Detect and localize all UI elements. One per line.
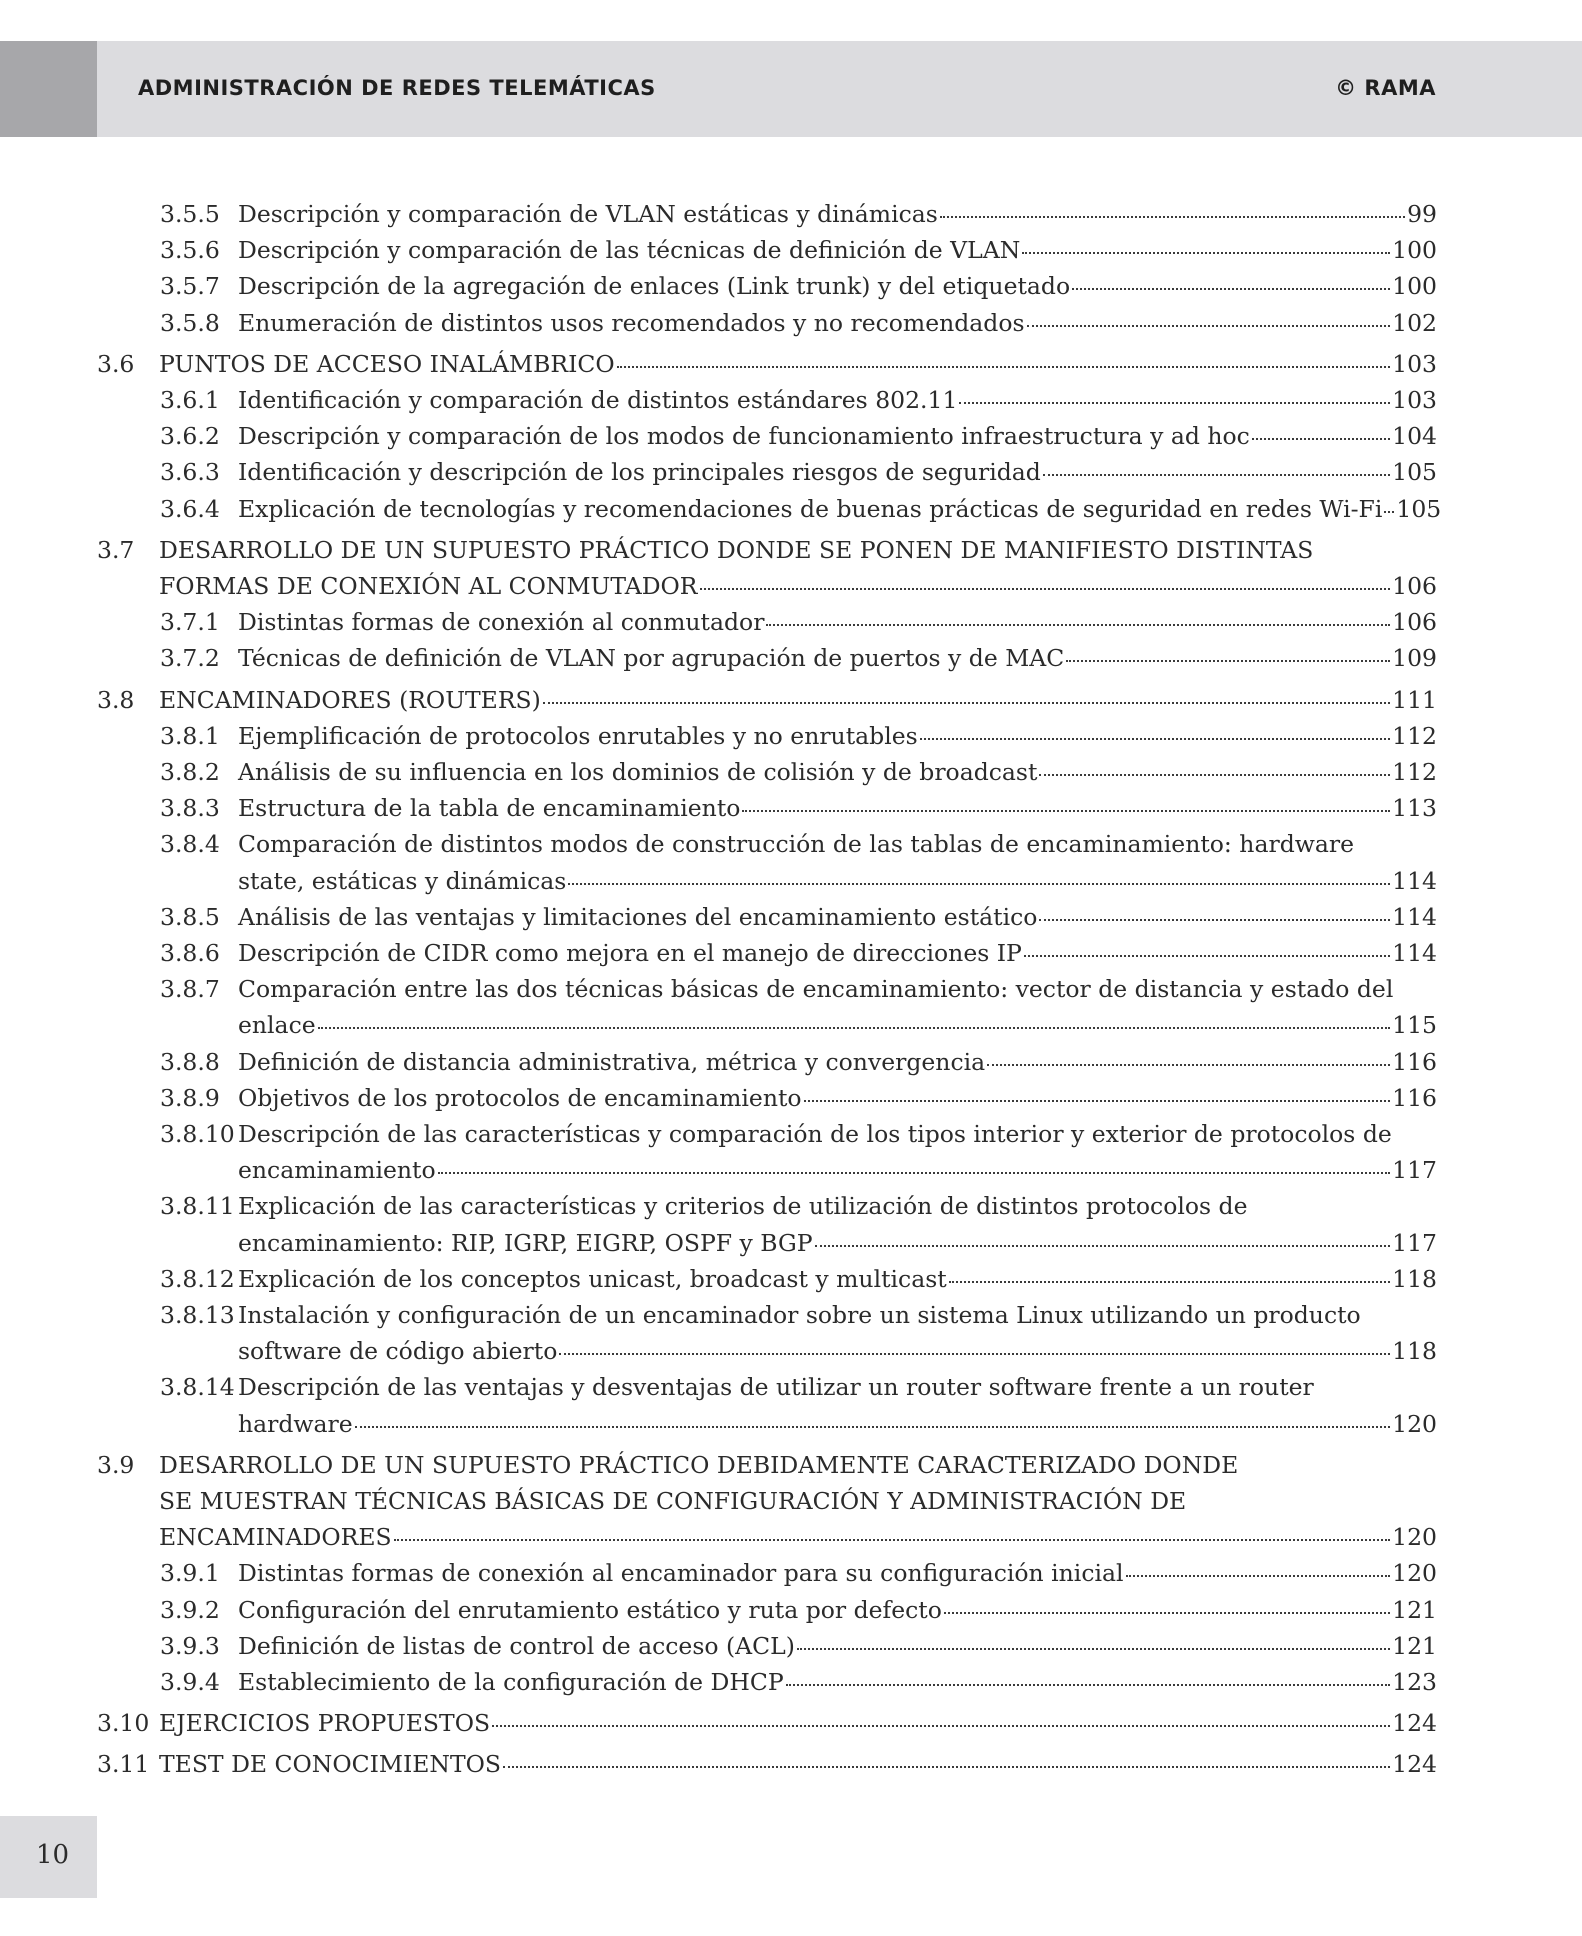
toc-entry <box>160 492 1442 526</box>
toc-entry-leader <box>815 1225 1391 1247</box>
toc-entry <box>160 791 1437 825</box>
toc-entry-page: 100 <box>1392 236 1437 265</box>
toc-entry <box>160 719 1437 753</box>
toc-entry-title: Análisis de las ventajas y limitaciones del encaminamiento estático <box>238 902 1038 931</box>
toc-entry-leader <box>1022 232 1390 254</box>
toc-entry-number: 3.7.1 <box>160 608 220 637</box>
toc-entry-title: Descripción de la agregación de enlaces (Link trunk) y del etiquetado <box>238 272 1071 301</box>
toc-entry-title: Descripción de las ventajas y desventajas de utilizar un router software frente a un router <box>238 1373 1314 1402</box>
toc-entry-title: Estructura de la tabla de encaminamiento <box>238 794 741 823</box>
toc-entry <box>160 936 1437 970</box>
page-number: 10 <box>36 1840 70 1870</box>
toc-entry-page: 124 <box>1392 1709 1437 1738</box>
toc-entry-page: 117 <box>1392 1156 1437 1185</box>
toc-entry-title-continued: encaminamiento <box>238 1156 436 1185</box>
toc-entry-title: Enumeración de distintos usos recomendados y no recomendados <box>238 308 1025 337</box>
toc-entry-number: 3.7.2 <box>160 644 220 673</box>
toc-entry-page: 121 <box>1392 1631 1437 1660</box>
toc-entry <box>160 233 1437 267</box>
toc-entry-continuation <box>238 1407 1437 1441</box>
toc-entry <box>97 347 1437 381</box>
toc-entry-page: 112 <box>1392 758 1437 786</box>
toc-entry-leader <box>492 1705 1390 1727</box>
toc-entry-number: 3.11 <box>97 1750 150 1779</box>
toc-entry-number: 3.8.4 <box>160 830 220 859</box>
toc-entry <box>160 269 1437 303</box>
toc-entry-title: Establecimiento de la configuración de DHCP <box>238 1668 784 1696</box>
toc-entry <box>160 641 1437 675</box>
toc-entry-leader <box>318 1007 1391 1029</box>
toc-entry-continuation <box>238 1334 1437 1368</box>
toc-entry-page: 111 <box>1392 685 1437 714</box>
toc-entry-title: Identificación y comparación de distintos estándares 802.11 <box>238 386 958 414</box>
toc-entry <box>160 1665 1437 1699</box>
toc-entry-title: Comparación entre las dos técnicas básicas de encaminamiento: vector de distancia y estado del <box>238 975 1394 1004</box>
toc-entry-title: EJERCICIOS PROPUESTOS <box>159 1709 491 1738</box>
toc-entry-leader <box>1039 754 1390 776</box>
toc-entry-title-continued: software de código abierto <box>238 1337 558 1366</box>
toc-entry-leader <box>786 1664 1390 1686</box>
toc-entry-page: 113 <box>1392 794 1437 823</box>
toc-entry-number: 3.8.8 <box>160 1047 220 1076</box>
toc-entry-title-continued: state, estáticas y dinámicas <box>238 866 567 895</box>
toc-entry <box>160 1117 1437 1151</box>
toc-entry-number: 3.8 <box>97 685 135 714</box>
toc-entry-leader <box>543 682 1390 704</box>
header-corner-block <box>0 41 97 137</box>
toc-entry-number: 3.8.13 <box>160 1301 235 1329</box>
toc-entry-page: 103 <box>1392 349 1437 378</box>
toc-entry-leader <box>1024 935 1390 957</box>
toc-entry-leader <box>1384 491 1394 513</box>
toc-entry-title: Identificación y descripción de los principales riesgos de seguridad <box>238 458 1041 487</box>
toc-entry-number: 3.8.3 <box>160 794 220 823</box>
toc-entry-title: Definición de distancia administrativa, métrica y convergencia <box>238 1047 986 1076</box>
toc-entry-title: Definición de listas de control de acceso (ACL) <box>238 1631 795 1660</box>
toc-entry-page: 114 <box>1392 902 1437 931</box>
toc-entry-title-continued: hardware <box>238 1409 353 1438</box>
toc-entry <box>160 1298 1437 1332</box>
toc-entry <box>97 683 1437 717</box>
running-header-copyright: © RAMA <box>1335 76 1436 100</box>
toc-entry-page: 106 <box>1392 572 1437 600</box>
toc-entry <box>160 972 1437 1006</box>
toc-entry-number: 3.6.1 <box>160 386 220 414</box>
toc-entry-number: 3.8.9 <box>160 1083 220 1112</box>
toc-entry <box>160 755 1437 789</box>
toc-entry-page: 118 <box>1392 1337 1437 1366</box>
toc-entry-number: 3.9 <box>97 1450 135 1479</box>
toc-entry-number: 3.9.3 <box>160 1631 220 1660</box>
toc-entry-number: 3.6.4 <box>160 494 220 523</box>
toc-entry-title-continued: SE MUESTRAN TÉCNICAS BÁSICAS DE CONFIGURACIÓN Y ADMINISTRACIÓN DE <box>159 1487 1187 1515</box>
toc-entry-page: 100 <box>1392 272 1437 301</box>
toc-entry <box>160 827 1437 861</box>
toc-entry-leader <box>944 1592 1390 1614</box>
toc-entry-title: Descripción de CIDR como mejora en el manejo de direcciones IP <box>238 939 1022 967</box>
toc-entry-page: 121 <box>1392 1595 1437 1624</box>
toc-entry-title: Explicación de tecnologías y recomendaciones de buenas prácticas de seguridad en redes Wi-Fi <box>238 494 1383 523</box>
toc-entry-page: 120 <box>1392 1523 1437 1552</box>
toc-entry-page: 114 <box>1392 866 1437 895</box>
toc-entry-number: 3.8.5 <box>160 902 220 931</box>
toc-entry <box>97 533 1437 567</box>
toc-entry-number: 3.7 <box>97 535 135 564</box>
toc-entry-page: 118 <box>1392 1264 1437 1293</box>
toc-entry-leader <box>1027 305 1391 327</box>
toc-entry-page: 106 <box>1392 608 1437 637</box>
toc-entry-title: Distintas formas de conexión al encaminador para su configuración inicial <box>238 1559 1124 1588</box>
toc-entry <box>160 197 1437 231</box>
toc-entry <box>160 306 1437 340</box>
toc-entry-title: ENCAMINADORES (ROUTERS) <box>159 685 541 714</box>
toc-entry-title: PUNTOS DE ACCESO INALÁMBRICO <box>159 349 615 378</box>
toc-entry-leader <box>503 1746 1390 1768</box>
toc-entry-number: 3.6 <box>97 349 135 378</box>
toc-entry-number: 3.9.4 <box>160 1668 220 1696</box>
toc-entry-page: 123 <box>1392 1668 1437 1696</box>
toc-entry <box>160 1081 1437 1115</box>
toc-entry-leader <box>617 346 1391 368</box>
toc-entry-number: 3.8.1 <box>160 721 220 750</box>
toc-entry-leader <box>1126 1555 1391 1577</box>
toc-entry-number: 3.9.2 <box>160 1595 220 1624</box>
toc-entry-page: 105 <box>1392 458 1437 487</box>
toc-entry-number: 3.8.7 <box>160 975 220 1004</box>
toc-entry-number: 3.6.3 <box>160 458 220 487</box>
toc-entry-leader <box>1072 268 1390 290</box>
toc-entry-page: 102 <box>1392 308 1437 337</box>
toc-entry-continuation <box>159 569 1437 603</box>
toc-entry-leader <box>700 568 1391 590</box>
toc-entry-title: Descripción y comparación de VLAN estáticas y dinámicas <box>238 200 938 228</box>
toc-entry-title: Descripción y comparación de los modos de funcionamiento infraestructura y ad hoc <box>238 422 1250 451</box>
toc-entry-leader <box>355 1406 1390 1428</box>
toc-entry-continuation <box>238 1008 1437 1042</box>
toc-entry-title: Objetivos de los protocolos de encaminamiento <box>238 1083 802 1112</box>
toc-entry-number: 3.8.6 <box>160 939 220 967</box>
toc-entry-title: Distintas formas de conexión al conmutador <box>238 608 765 637</box>
toc-entry-continuation <box>238 864 1437 898</box>
toc-entry-page: 112 <box>1392 721 1437 750</box>
toc-entry-number: 3.10 <box>97 1709 150 1738</box>
toc-entry-page: 120 <box>1392 1409 1437 1438</box>
toc-entry <box>160 383 1437 417</box>
toc-entry <box>160 419 1437 453</box>
toc-entry <box>97 1706 1437 1740</box>
toc-entry-continuation <box>159 1484 1437 1518</box>
toc-entry-title-continued: enlace <box>238 1011 316 1040</box>
toc-entry-page: 109 <box>1392 644 1437 673</box>
toc-entry-title: Técnicas de definición de VLAN por agrupación de puertos y de MAC <box>238 644 1065 673</box>
running-header-title: ADMINISTRACIÓN DE REDES TELEMÁTICAS <box>138 76 656 100</box>
toc-entry-leader <box>766 604 1390 626</box>
toc-entry <box>160 1629 1437 1663</box>
toc-entry-page: 115 <box>1392 1011 1437 1040</box>
toc-entry-title-continued: encaminamiento: RIP, IGRP, EIGRP, OSPF y BGP <box>238 1228 813 1257</box>
toc-entry-title: Explicación de los conceptos unicast, broadcast y multicast <box>238 1264 947 1293</box>
toc-entry-title: Ejemplificación de protocolos enrutables y no enrutables <box>238 721 918 750</box>
toc-entry-number: 3.8.11 <box>160 1192 235 1221</box>
toc-entry-title: DESARROLLO DE UN SUPUESTO PRÁCTICO DONDE SE PONEN DE MANIFIESTO DISTINTAS <box>159 535 1314 564</box>
toc-entry-leader <box>559 1333 1390 1355</box>
toc-entry-title: Análisis de su influencia en los dominios de colisión y de broadcast <box>238 758 1038 786</box>
toc-entry <box>97 1448 1437 1482</box>
toc-entry-page: 116 <box>1392 1083 1437 1112</box>
toc-entry-title: TEST DE CONOCIMIENTOS <box>159 1750 501 1779</box>
toc-entry <box>160 455 1437 489</box>
toc-entry-leader <box>940 196 1405 218</box>
toc-entry-leader <box>797 1628 1390 1650</box>
toc-entry <box>160 1593 1437 1627</box>
toc-entry-leader <box>987 1044 1390 1066</box>
toc-entry-page: 120 <box>1392 1559 1437 1588</box>
toc-entry-page: 99 <box>1407 200 1437 228</box>
toc-entry-page: 117 <box>1392 1228 1437 1257</box>
toc-entry <box>160 1189 1437 1223</box>
toc-entry <box>160 1370 1437 1404</box>
toc-entry-leader <box>959 382 1390 404</box>
toc-entry-leader <box>568 863 1390 885</box>
toc-entry-leader <box>1043 454 1390 476</box>
toc-entry-leader <box>1252 418 1390 440</box>
toc-entry-continuation <box>159 1520 1437 1554</box>
toc-entry-leader <box>438 1152 1391 1174</box>
toc-entry <box>160 605 1437 639</box>
toc-entry-title: DESARROLLO DE UN SUPUESTO PRÁCTICO DEBIDAMENTE CARACTERIZADO DONDE <box>159 1450 1239 1479</box>
toc-entry <box>97 1747 1437 1781</box>
toc-entry-leader <box>920 718 1390 740</box>
toc-entry-page: 104 <box>1392 422 1437 451</box>
toc-entry-title: Descripción de las características y comparación de los tipos interior y exterior de protocolos de <box>238 1120 1392 1148</box>
toc-entry-title-continued: FORMAS DE CONEXIÓN AL CONMUTADOR <box>159 572 698 600</box>
toc-entry <box>160 1556 1437 1590</box>
toc-entry-title: Explicación de las características y criterios de utilización de distintos protocolos de <box>238 1192 1248 1221</box>
toc-entry-leader <box>742 790 1390 812</box>
toc-entry-leader <box>949 1261 1390 1283</box>
toc-entry <box>160 900 1437 934</box>
toc-entry-title: Descripción y comparación de las técnicas de definición de VLAN <box>238 236 1021 265</box>
toc-entry-number: 3.8.2 <box>160 758 220 786</box>
toc-entry-leader <box>394 1519 1391 1541</box>
toc-entry-number: 3.5.7 <box>160 272 220 301</box>
toc-entry-page: 124 <box>1392 1750 1437 1779</box>
toc-entry-number: 3.9.1 <box>160 1559 220 1588</box>
toc-entry-number: 3.5.5 <box>160 200 220 228</box>
toc-entry-title: Configuración del enrutamiento estático y ruta por defecto <box>238 1595 942 1624</box>
toc-entry-number: 3.5.6 <box>160 236 220 265</box>
toc-entry-number: 3.8.10 <box>160 1120 235 1148</box>
toc-entry-continuation <box>238 1226 1437 1260</box>
toc-entry-leader <box>804 1080 1391 1102</box>
toc-entry-title: Instalación y configuración de un encaminador sobre un sistema Linux utilizando un producto <box>238 1301 1361 1329</box>
toc-entry-page: 103 <box>1392 386 1437 414</box>
toc-entry-page: 105 <box>1396 494 1442 523</box>
toc-entry-number: 3.8.14 <box>160 1373 235 1402</box>
toc-entry-leader <box>1039 899 1390 921</box>
toc-entry-page: 116 <box>1392 1047 1437 1076</box>
toc-entry-leader <box>1066 640 1390 662</box>
toc-entry-number: 3.6.2 <box>160 422 220 451</box>
toc-entry-title-continued: ENCAMINADORES <box>159 1523 392 1552</box>
toc-entry-continuation <box>238 1153 1437 1187</box>
toc-entry-number: 3.5.8 <box>160 308 220 337</box>
toc-entry-number: 3.8.12 <box>160 1264 235 1293</box>
toc-entry-page: 114 <box>1392 939 1437 967</box>
toc-entry-title: Comparación de distintos modos de construcción de las tablas de encaminamiento: hardware <box>238 830 1354 859</box>
toc-entry <box>160 1262 1437 1296</box>
toc-entry <box>160 1045 1437 1079</box>
